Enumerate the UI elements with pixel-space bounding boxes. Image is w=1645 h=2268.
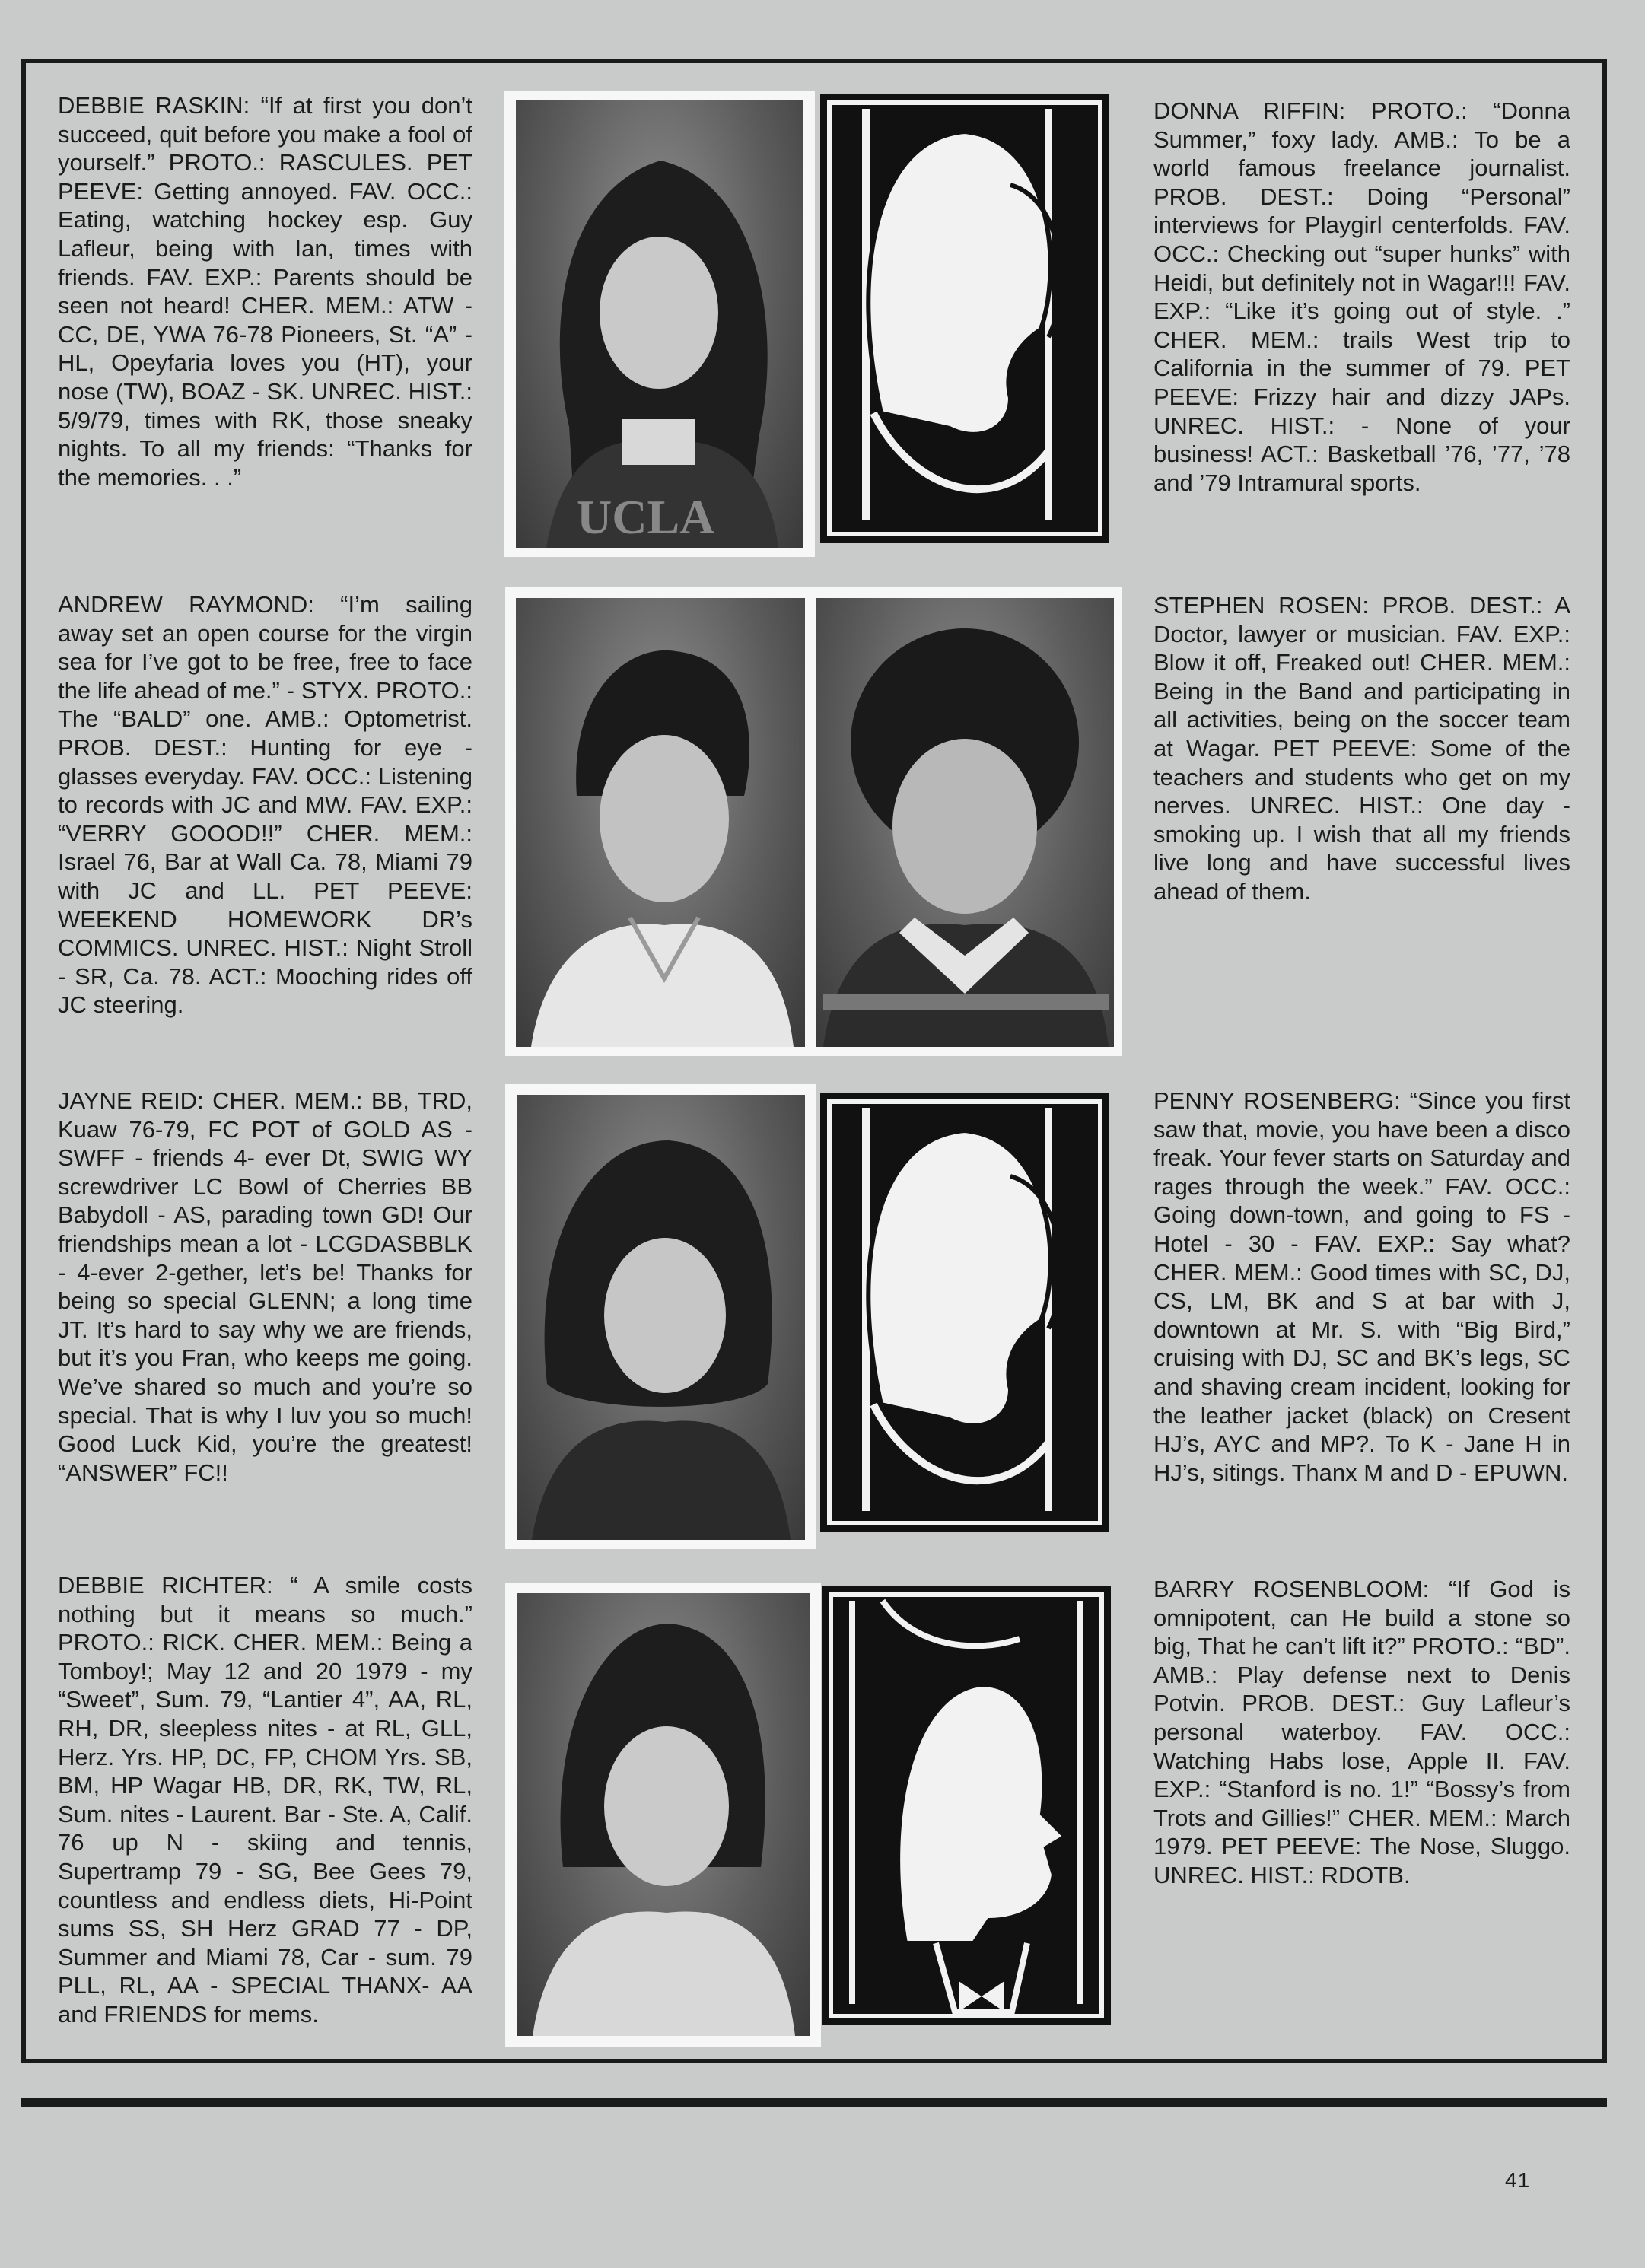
portrait-photo-debbie-raskin bbox=[516, 100, 803, 548]
entry-text: “Since you first saw that, movie, you have been a disco freak. Your fever starts on Saturday and rages through the week.” FAV. OCC.: Going down-town, and going to FS - Hotel - 30 - FAV. EXP.: Say what? CHER. MEM.: Good times with SC, DJ, CS, LM, BK and S at bar with J, downtown at Mr. S. with “Big Bird,” cruising with DJ, SC and BK’s legs, SC and shaving cream incident, looking for the leather jacket (black) on Cresent HJ’s, AYC and MP?. To K - Jane H in HJ’s, sitings. Thanx M and D - EPUWN. bbox=[1153, 1087, 1570, 1486]
entry-name: DEBBIE RASKIN: bbox=[58, 92, 250, 119]
entry-stephen-rosen bbox=[1153, 591, 1570, 906]
entry-text: “If at first you don’t succeed, quit before you make a fool of yourself.” PROTO.: RASCULES. PET PEEVE: Getting annoyed. FAV. OCC.: Eating, watching hockey esp. Guy Lafleur, being with Ian, times with friends. FAV. EXP.: Parents should be seen not heard! CHER. MEM.: ATW - CC, DE, YWA 76-78 Pioneers, St. “A” - HL, Opeyfaria loves you (HT), your nose (TW), BOAZ - SK. UNREC. HIST.: 5/9/79, times with RK, those sneaky nights. To all my friends: “Thanks for the memories. . .” bbox=[58, 92, 473, 491]
footer-rule bbox=[21, 2098, 1607, 2107]
entry-andrew-raymond bbox=[58, 590, 473, 1019]
portrait-photo-jayne-reid bbox=[517, 1095, 805, 1540]
entry-barry-rosenbloom bbox=[1153, 1575, 1570, 1890]
portrait-photo-andrew-raymond bbox=[516, 598, 805, 1047]
entry-name: ANDREW RAYMOND: bbox=[58, 591, 314, 618]
no-photo-artwork-riffin bbox=[820, 94, 1109, 543]
entry-donna-riffin bbox=[1153, 97, 1570, 497]
entry-name: BARRY ROSENBLOOM: bbox=[1153, 1576, 1430, 1602]
entry-text: PROB. DEST.: A Doctor, lawyer or musician. FAV. EXP.: Blow it off, Freaked out! CHER. MEM.: Being in the Band and participating in all activities, being on the soccer team at Wagar. PET PEEVE: Some of the teachers and students who get on my nerves. UNREC. HIST.: One day - smoking up. I wish that all my friends live long and have successful lives ahead of them. bbox=[1153, 592, 1570, 905]
no-photo-artwork-rosenbloom bbox=[822, 1586, 1111, 2025]
svg-text:UCLA: UCLA bbox=[577, 490, 715, 544]
entry-name: PENNY ROSENBERG: bbox=[1153, 1087, 1401, 1114]
entry-name: DONNA RIFFIN: bbox=[1153, 97, 1346, 124]
entry-name: STEPHEN ROSEN: bbox=[1153, 592, 1369, 619]
entry-debbie-raskin bbox=[58, 91, 473, 491]
entry-text: “If God is omnipotent, can He build a stone so big, That he can’t lift it?” PROTO.: “BD”. AMB.: Play defense next to Denis Potvin. PROB. DEST.: Guy Lafleur’s personal waterboy. FAV. OCC.: Watching Habs lose, Apple II. FAV. EXP.: “Stanford is no. 1!” “Bossy’s from Trots and Gillies!” CHER. MEM.: March 1979. PET PEEVE: The Nose, Sluggo. UNREC. HIST.: RDOTB. bbox=[1153, 1576, 1570, 1888]
no-photo-artwork-rosenberg bbox=[820, 1093, 1109, 1532]
entry-debbie-richter bbox=[58, 1571, 473, 2029]
page-number: 41 bbox=[1505, 2168, 1531, 2192]
portrait-photo-debbie-richter bbox=[517, 1593, 810, 2036]
entry-text: CHER. MEM.: BB, TRD, Kuaw 76-79, FC POT of GOLD AS - SWFF - friends 4- ever Dt, SWIG WY screwdriver LC Bowl of Cherries BB Babydoll - AS, parading town GD! Our friendships mean a lot - LCGDASBBLK - 4-ever 2-gether, let’s be! Thanks for being so special GLENN; a long time JT. It’s hard to say why we are friends, but it’s you Fran, who keeps me going. We’ve shared so much and you’re so special. That is why I luv you so much! Good Luck Kid, you’re the greatest! “ANSWER” FC!! bbox=[58, 1087, 473, 1486]
entry-text: “ A smile costs nothing but it means so much.” PROTO.: RICK. CHER. MEM.: Being a Tomboy!; May 12 and 20 1979 - my “Sweet”, Sum. 79, “Lantier 4”, AA, RL, RH, DR, sleepless nites - at RL, GLL, Herz. Yrs. HP, DC, FP, CHOM Yrs. SB, BM, HP Wagar HB, DR, RK, TW, RL, Sum. nites - Laurent. Bar - Ste. A, Calif. 76 up N - skiing and tennis, Supertramp 79 - SG, Bee Gees 79, countless and endless diets, Hi-Point sums SS, SH Herz GRAD 77 - DP, Summer and Miami 78, Car - sum. 79 PLL, RL, AA - SPECIAL THANX- AA and FRIENDS for mems. bbox=[58, 1572, 473, 2028]
entry-penny-rosenberg bbox=[1153, 1086, 1570, 1487]
entry-text: PROTO.: “Donna Summer,” foxy lady. AMB.: To be a world famous freelance journalist. PROB. DEST.: Doing “Personal” interviews for Playgirl centerfolds. FAV. OCC.: Checking out “super hunks” with Heidi, but definitely not in Wagar!!! FAV. EXP.: “Like it’s going out of style. .” CHER. MEM.: trails West trip to California in the summer of 79. PET PEEVE: Frizzy hair and dizzy JAPs. UNREC. HIST.: - None of your business! ACT.: Basketball ’76, ’77, ’78 and ’79 Intramural sports. bbox=[1153, 97, 1570, 496]
entry-name: JAYNE REID: bbox=[58, 1087, 204, 1114]
entry-text: “I’m sailing away set an open course for the virgin sea for I’ve got to be free, free to face the life ahead of me.” - STYX. PROTO.: The “BALD” one. AMB.: Optometrist. PROB. DEST.: Hunting for eye - glasses everyday. FAV. OCC.: Listening to records with JC and MW. FAV. EXP.: “VERRY GOOOD!!” CHER. MEM.: Israel 76, Bar at Wall Ca. 78, Miami 79 with JC and LL. PET PEEVE: WEEKEND HOMEWORK DR’s COMMICS. UNREC. HIST.: Night Stroll - SR, Ca. 78. ACT.: Mooching rides off JC steering. bbox=[58, 591, 473, 1019]
entry-jayne-reid bbox=[58, 1086, 473, 1487]
entry-name: DEBBIE RICHTER: bbox=[58, 1572, 273, 1598]
portrait-photo-stephen-rosen bbox=[816, 598, 1114, 1047]
